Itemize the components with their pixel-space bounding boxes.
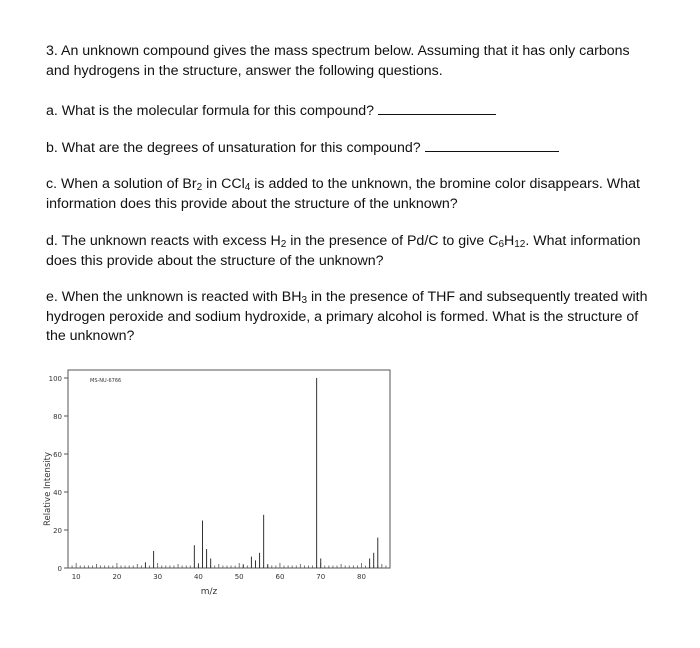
y-tick-label: 0	[57, 565, 62, 573]
question-b-text: b. What are the degrees of unsaturation for this compound?	[46, 140, 421, 156]
question-intro	[46, 42, 666, 81]
subscript: 2	[280, 239, 287, 250]
question-d-text: d. The unknown reacts with excess H	[46, 233, 281, 249]
question-e-text: e. When the unknown is reacted with BH	[46, 289, 302, 305]
question-d-text: H	[504, 233, 515, 249]
question-intro-line1: 3. An unknown compound gives the mass spectrum below. Assuming that it has only carbons	[46, 43, 630, 59]
y-tick-label: 40	[53, 489, 62, 497]
chart-title: MS-NU-6766	[90, 378, 122, 384]
x-tick-label: 80	[357, 573, 366, 581]
subscript: 4	[244, 182, 251, 193]
subscript: 2	[196, 182, 203, 193]
answer-blank-b[interactable]	[425, 137, 559, 152]
question-intro-line2: and hydrogens in the structure, answer the following questions.	[46, 62, 443, 79]
subscript: 3	[301, 295, 308, 306]
chart-layer	[43, 370, 390, 597]
subscript: 6	[498, 239, 504, 250]
y-tick-label: 60	[53, 451, 62, 459]
y-tick-label: 80	[53, 413, 62, 421]
mass-spectrum-chart	[0, 360, 420, 610]
question-c	[46, 175, 666, 214]
x-tick-label: 40	[193, 573, 203, 581]
x-tick-label: 50	[234, 573, 244, 581]
x-axis-label: m/z	[200, 587, 218, 597]
question-a-text: a. What is the molecular formula for this compound?	[46, 103, 375, 119]
y-tick-label: 100	[48, 375, 62, 383]
question-d-line2: does this provide about the structure of the unknown?	[46, 252, 384, 269]
question-c-text: in CCl	[202, 176, 245, 192]
question-e-line3: the unknown?	[46, 328, 135, 344]
x-tick-label: 20	[112, 573, 122, 581]
question-e-text: in the presence of THF and subsequently treated with	[307, 289, 648, 305]
question-a	[46, 100, 666, 122]
question-d-line1	[46, 232, 666, 252]
question-c-text: is added to the unknown, the bromine color disappears. What	[250, 176, 640, 192]
answer-blank-a[interactable]	[378, 100, 496, 115]
x-tick-label: 70	[316, 573, 326, 581]
question-b	[46, 137, 666, 159]
question-c-text: c. When a solution of Br	[46, 176, 197, 192]
question-d	[46, 232, 666, 271]
question-c-line2: information does this provide about the structure of the unknown?	[46, 195, 458, 212]
subscript: 12	[514, 239, 526, 250]
x-tick-label: 60	[275, 573, 285, 581]
question-e-line2: hydrogen peroxide and sodium hydroxide, a primary alcohol is formed. What is the structure of	[46, 308, 639, 325]
question-c-line1	[46, 175, 666, 195]
x-tick-label: 30	[153, 573, 163, 581]
plot-frame	[68, 370, 390, 568]
question-e-line1	[46, 288, 666, 308]
question-e	[46, 288, 666, 347]
y-axis-label: Relative Intensity	[43, 452, 53, 526]
question-d-text: . What information	[525, 233, 641, 249]
x-tick-label: 10	[71, 573, 81, 581]
y-tick-label: 20	[53, 527, 62, 535]
question-d-text: in the presence of Pd/C to give C	[286, 233, 499, 249]
